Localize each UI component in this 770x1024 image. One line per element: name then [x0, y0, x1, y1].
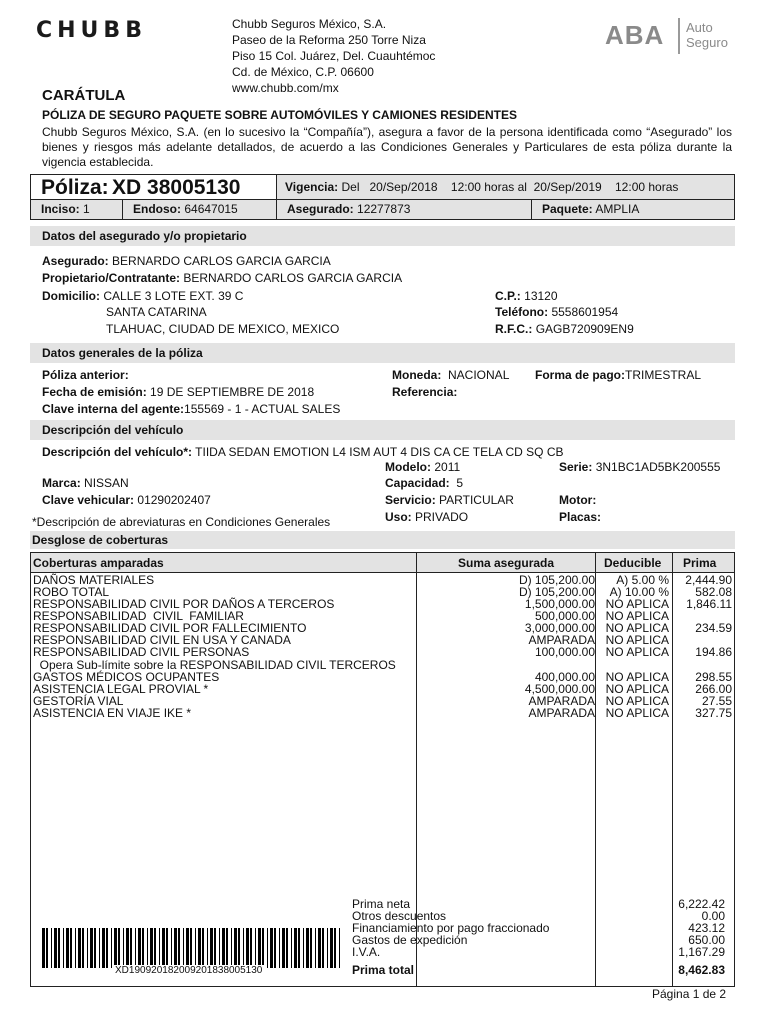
- barcode-bar: [166, 928, 168, 968]
- vehicle-desc-value: TIIDA SEDAN EMOTION L4 ISM AUT 4 DIS CA CE TELA CD SQ CB: [195, 445, 564, 459]
- coverage-prima: 1,846.11: [686, 597, 732, 611]
- total-value: 650.00: [688, 933, 725, 947]
- barcode-bar: [178, 928, 180, 968]
- barcode-bar: [135, 928, 136, 968]
- barcode-bar: [190, 928, 192, 968]
- use-line: [385, 510, 468, 524]
- coverage-name: GESTORÍA VIAL: [33, 694, 124, 708]
- coverage-name: Opera Sub-límite sobre la RESPONSABILIDAD CIVIL TERCEROS: [33, 658, 396, 672]
- barcode-bar: [130, 928, 132, 968]
- issue-date-line: [42, 385, 314, 399]
- currency-value: NACIONAL: [448, 368, 510, 382]
- service-line: [385, 493, 514, 507]
- coverage-suma: 3,000,000.00: [524, 621, 595, 635]
- previous-policy-label: Póliza anterior:: [42, 368, 129, 382]
- barcode-bar: [246, 928, 249, 968]
- barcode-bar: [118, 928, 120, 968]
- company-address: [232, 16, 435, 96]
- coverage-suma: 500,000.00: [534, 609, 595, 623]
- coverage-name: ASISTENCIA EN VIAJE IKE *: [33, 706, 192, 720]
- coverage-name: DAÑOS MATERIALES: [33, 573, 155, 587]
- barcode-bar: [294, 928, 297, 968]
- vigencia-cell: [277, 175, 734, 199]
- total-label: Prima neta: [352, 897, 411, 911]
- paquete-value: AMPLIA: [595, 202, 640, 216]
- agent-key-value: 155569 - 1 - ACTUAL SALES: [184, 402, 341, 416]
- policy-number-row: [30, 174, 735, 200]
- endoso-cell: [123, 200, 277, 219]
- insured-name-label: Asegurado:: [42, 254, 109, 268]
- coverage-name: RESPONSABILIDAD CIVIL POR FALLECIMIENTO: [33, 621, 307, 635]
- barcode-text: XD190920182009201838005130: [112, 965, 265, 976]
- aba-sub-seguro: Seguro: [686, 35, 728, 50]
- barcode-bar: [243, 928, 244, 968]
- barcode-bar: [114, 928, 117, 968]
- barcode-bar: [51, 928, 52, 968]
- address-value-1: CALLE 3 LOTE EXT. 39 C: [103, 289, 244, 303]
- coverage-suma: D) 105,200.00: [518, 585, 595, 599]
- coverage-prima: 194.86: [695, 645, 732, 659]
- barcode-bar: [318, 928, 321, 968]
- barcode-bar: [46, 928, 48, 968]
- coverage-deducible: NO APLICA: [605, 633, 669, 647]
- coverage-suma: AMPARADA: [528, 694, 595, 708]
- issue-date-label: Fecha de emisión:: [42, 385, 147, 399]
- barcode-bar: [291, 928, 292, 968]
- total-value: 6,222.42: [678, 897, 725, 911]
- inciso-cell: [31, 200, 123, 219]
- capacity-line: [385, 476, 463, 490]
- company-line: Chubb Seguros México, S.A.: [232, 17, 387, 31]
- coverage-deducible: NO APLICA: [605, 682, 669, 696]
- barcode-bar: [222, 928, 225, 968]
- coverage-suma: 100,000.00: [534, 645, 595, 659]
- barcode-bar: [198, 928, 201, 968]
- barcode-bar: [210, 928, 213, 968]
- endoso-label: Endoso:: [133, 202, 181, 216]
- inciso-label: Inciso:: [41, 202, 80, 216]
- model-line: [385, 460, 460, 474]
- barcode-bar: [262, 928, 264, 968]
- barcode-bar: [231, 928, 232, 968]
- page-number: Página 1 de 2: [652, 987, 727, 1001]
- barcode-bar: [238, 928, 240, 968]
- barcode-bar: [214, 928, 216, 968]
- cp-value: 13120: [524, 289, 558, 303]
- barcode-bar: [78, 928, 81, 968]
- barcode-bar: [330, 928, 333, 968]
- coverage-name: ASISTENCIA LEGAL PROVIAL *: [33, 682, 209, 696]
- currency-line: [392, 368, 509, 382]
- barcode-bar: [58, 928, 60, 968]
- asegurado-id-cell: [277, 200, 532, 219]
- barcode-bar: [138, 928, 141, 968]
- coverage-deducible: A) 5.00 %: [616, 573, 669, 587]
- barcode-bar: [183, 928, 184, 968]
- coverage-deducible: NO APLICA: [605, 694, 669, 708]
- barcode: [42, 928, 347, 968]
- phone-value: 5558601954: [551, 305, 619, 319]
- company-line: www.chubb.com/mx: [232, 81, 339, 95]
- barcode-bar: [186, 928, 189, 968]
- barcode-bar: [255, 928, 256, 968]
- grand-total-value: 8,462.83: [678, 963, 725, 977]
- vehicle-desc-line: [42, 445, 564, 459]
- col-deducible: Deducible: [604, 556, 662, 570]
- barcode-bar: [142, 928, 144, 968]
- reference-label: Referencia:: [392, 385, 458, 399]
- total-label: Financiamiento por pago fraccionado: [352, 921, 550, 935]
- inciso-row: [30, 199, 735, 220]
- col-suma: Suma asegurada: [458, 556, 555, 570]
- barcode-bar: [327, 928, 328, 968]
- barcode-bar: [126, 928, 129, 968]
- barcode-bar: [70, 928, 72, 968]
- barcode-bar: [94, 928, 96, 968]
- capacity-label: Capacidad:: [385, 476, 450, 490]
- currency-label: Moneda:: [392, 368, 442, 382]
- rfc-label: R.F.C.:: [495, 322, 533, 336]
- issue-date-value: 19 DE SEPTIEMBRE DE 2018: [150, 385, 315, 399]
- model-label: Modelo:: [385, 460, 431, 474]
- barcode-bar: [150, 928, 153, 968]
- barcode-bar: [322, 928, 324, 968]
- address-line-2: SANTA CATARINA: [106, 305, 207, 319]
- agent-key-line: [42, 402, 340, 416]
- col-prima: Prima: [683, 556, 717, 570]
- insured-name-value: BERNARDO CARLOS GARCIA GARCIA: [112, 254, 331, 268]
- barcode-bar: [171, 928, 172, 968]
- barcode-bar: [306, 928, 309, 968]
- chubb-logo: CHUBB: [36, 18, 147, 43]
- brand-label: Marca:: [42, 476, 81, 490]
- phone-line: [495, 305, 618, 319]
- rfc-line: [495, 322, 634, 336]
- service-value: PARTICULAR: [439, 493, 514, 507]
- vehicle-section-header: Descripción del vehículo: [30, 420, 735, 440]
- coverage-name: GASTOS MÉDICOS OCUPANTES: [33, 670, 220, 684]
- coverage-prima: 327.75: [695, 706, 732, 720]
- barcode-bar: [99, 928, 100, 968]
- coverage-deducible: NO APLICA: [605, 597, 669, 611]
- coverage-section-header: Desglose de coberturas: [30, 531, 735, 549]
- barcode-bar: [102, 928, 105, 968]
- vigencia-label: Vigencia:: [285, 180, 339, 194]
- coverage-suma: 4,500,000.00: [524, 682, 595, 696]
- coverage-suma: AMPARADA: [528, 706, 595, 720]
- coverage-name: RESPONSABILIDAD CIVIL FAMILIAR: [33, 609, 244, 623]
- abbreviations-footnote: *Descripción de abreviaturas en Condiciones Generales: [32, 515, 331, 529]
- coverage-suma: 400,000.00: [534, 670, 595, 684]
- vigencia-value: Del 20/Sep/2018 12:00 horas al 20/Sep/2019 12:00 horas: [341, 180, 679, 194]
- insured-name-line: [42, 254, 331, 268]
- asegurado-id-label: Asegurado:: [287, 202, 354, 216]
- coverage-prima: 234.59: [695, 621, 732, 635]
- payment-form-label: Forma de pago:: [535, 368, 626, 382]
- company-line: Cd. de México, C.P. 06600: [232, 65, 374, 79]
- aba-logo: ABA: [605, 20, 665, 50]
- serial-label: Serie:: [559, 460, 593, 474]
- coverage-name: ROBO TOTAL: [33, 585, 110, 599]
- coverage-deducible: NO APLICA: [605, 670, 669, 684]
- barcode-bar: [310, 928, 312, 968]
- general-section-header: Datos generales de la póliza: [30, 343, 735, 363]
- barcode-bar: [303, 928, 304, 968]
- coverage-suma: 1,500,000.00: [524, 597, 595, 611]
- coverage-deducible: NO APLICA: [605, 621, 669, 635]
- barcode-bar: [202, 928, 204, 968]
- vehicle-key-label: Clave vehicular:: [42, 493, 135, 507]
- barcode-bar: [66, 928, 69, 968]
- inciso-value: 1: [83, 202, 90, 216]
- cp-label: C.P.:: [495, 289, 521, 303]
- address-line-3: TLAHUAC, CIUDAD DE MEXICO, MEXICO: [106, 322, 340, 336]
- barcode-bar: [226, 928, 228, 968]
- barcode-bar: [147, 928, 148, 968]
- policy-number-cell: [31, 175, 277, 199]
- total-label: Gastos de expedición: [352, 933, 468, 947]
- barcode-bar: [106, 928, 108, 968]
- barcode-bar: [219, 928, 220, 968]
- barcode-bar: [75, 928, 76, 968]
- coverage-name: RESPONSABILIDAD CIVIL EN USA Y CANADA: [33, 633, 291, 647]
- barcode-bar: [250, 928, 252, 968]
- plates-label: Placas:: [559, 510, 602, 524]
- barcode-bar: [123, 928, 124, 968]
- coverage-deducible: NO APLICA: [605, 645, 669, 659]
- aba-logo-divider: [678, 18, 680, 54]
- coverage-name: RESPONSABILIDAD CIVIL POR DAÑOS A TERCEROS: [33, 597, 335, 611]
- barcode-bar: [234, 928, 237, 968]
- barcode-bar: [54, 928, 57, 968]
- barcode-bar: [90, 928, 93, 968]
- intro-paragraph: Chubb Seguros México, S.A. (en lo sucesivo la “Compañía”), asegura a favor de la persona identificada como “Asegurado” los bienes y riesgos más adelante detallados, de acuerdo a las Condiciones Generales y Particulares de esta póliza durante la vigencia establecida.: [42, 125, 732, 169]
- vehicle-key-value: 01290202407: [137, 493, 211, 507]
- barcode-bar: [195, 928, 196, 968]
- barcode-bar: [282, 928, 285, 968]
- vehicle-key-line: [42, 493, 211, 507]
- total-value: 423.12: [688, 921, 725, 935]
- coverage-prima: 582.08: [695, 585, 732, 599]
- asegurado-id-value: 12277873: [357, 202, 411, 216]
- use-label: Uso:: [385, 510, 412, 524]
- coverage-prima: 27.55: [701, 694, 732, 708]
- total-label: Otros descuentos: [352, 909, 447, 923]
- coverage-deducible: A) 10.00 %: [609, 585, 669, 599]
- barcode-bar: [267, 928, 268, 968]
- barcode-bar: [42, 928, 45, 968]
- capacity-value: 5: [456, 476, 464, 490]
- coverage-suma: AMPARADA: [528, 633, 595, 647]
- owner-label: Propietario/Contratante:: [42, 271, 181, 285]
- engine-label: Motor:: [559, 493, 597, 507]
- barcode-bar: [154, 928, 156, 968]
- barcode-bar: [339, 928, 340, 968]
- address-label: Domicilio:: [42, 289, 101, 303]
- aba-sub-auto: Auto: [686, 20, 713, 35]
- agent-key-label: Clave interna del agente:: [42, 402, 185, 416]
- coverage-prima: 266.00: [695, 682, 732, 696]
- serial-value: 3N1BC1AD5BK200555: [595, 460, 721, 474]
- totals-values: [600, 898, 725, 976]
- total-value: 1,167.29: [678, 945, 725, 959]
- barcode-bar: [286, 928, 288, 968]
- coverage-deducible: NO APLICA: [605, 609, 669, 623]
- paquete-label: Paquete:: [542, 202, 593, 216]
- coverage-prima: 298.55: [695, 670, 732, 684]
- phone-label: Teléfono:: [495, 305, 549, 319]
- brand-value: NISSAN: [84, 476, 129, 490]
- barcode-bar: [82, 928, 84, 968]
- barcode-bar: [207, 928, 208, 968]
- total-label: I.V.A.: [352, 945, 381, 959]
- policy-title: PÓLIZA DE SEGURO PAQUETE SOBRE AUTOMÓVILES Y CAMIONES RESIDENTES: [42, 108, 517, 122]
- poliza-number: XD 38005130: [112, 176, 241, 199]
- barcode-bar: [174, 928, 177, 968]
- coverage-prima: 2,444.90: [685, 573, 732, 587]
- barcode-bar: [162, 928, 165, 968]
- total-value: 0.00: [701, 909, 725, 923]
- brand-line: [42, 476, 129, 490]
- address-line-1: [42, 289, 243, 303]
- paquete-cell: [532, 200, 734, 219]
- cp-line: [495, 289, 558, 303]
- company-line: Paseo de la Reforma 250 Torre Niza: [232, 33, 426, 47]
- coverage-deducible: NO APLICA: [605, 706, 669, 720]
- barcode-bar: [279, 928, 280, 968]
- barcode-bar: [87, 928, 88, 968]
- col-divider-2: [595, 553, 596, 986]
- barcode-bar: [298, 928, 300, 968]
- barcode-bar: [258, 928, 261, 968]
- vehicle-desc-label: Descripción del vehículo*:: [42, 445, 193, 459]
- serial-line: [559, 460, 720, 474]
- rfc-value: GAGB720909EN9: [535, 322, 634, 336]
- model-value: 2011: [434, 460, 461, 474]
- barcode-bar: [111, 928, 112, 968]
- company-line: Piso 15 Col. Juárez, Del. Cuauhtémoc: [232, 49, 436, 63]
- owner-value: BERNARDO CARLOS GARCIA GARCIA: [183, 271, 403, 285]
- payment-form-value: TRIMESTRAL: [625, 368, 702, 382]
- barcode-bar: [270, 928, 273, 968]
- endoso-value: 64647015: [184, 202, 238, 216]
- barcode-bar: [315, 928, 316, 968]
- service-label: Servicio:: [385, 493, 436, 507]
- barcode-bar: [334, 928, 336, 968]
- barcode-bar: [63, 928, 64, 968]
- totals-labels: [352, 898, 549, 976]
- caratula-heading: CARÁTULA: [42, 87, 126, 104]
- aba-logo-subtitle: [686, 20, 728, 50]
- owner-line: [42, 271, 402, 285]
- use-value: PRIVADO: [415, 510, 469, 524]
- insured-section-header: Datos del asegurado y/o propietario: [30, 226, 735, 246]
- poliza-label: Póliza:: [41, 176, 109, 199]
- barcode-bar: [159, 928, 160, 968]
- coverage-suma: D) 105,200.00: [518, 573, 595, 587]
- barcode-bar: [274, 928, 276, 968]
- col-coberturas: Coberturas amparadas: [33, 556, 164, 570]
- payment-form-line: [535, 368, 701, 382]
- coverage-name: RESPONSABILIDAD CIVIL PERSONAS: [33, 645, 250, 659]
- grand-total-label: Prima total: [352, 963, 415, 977]
